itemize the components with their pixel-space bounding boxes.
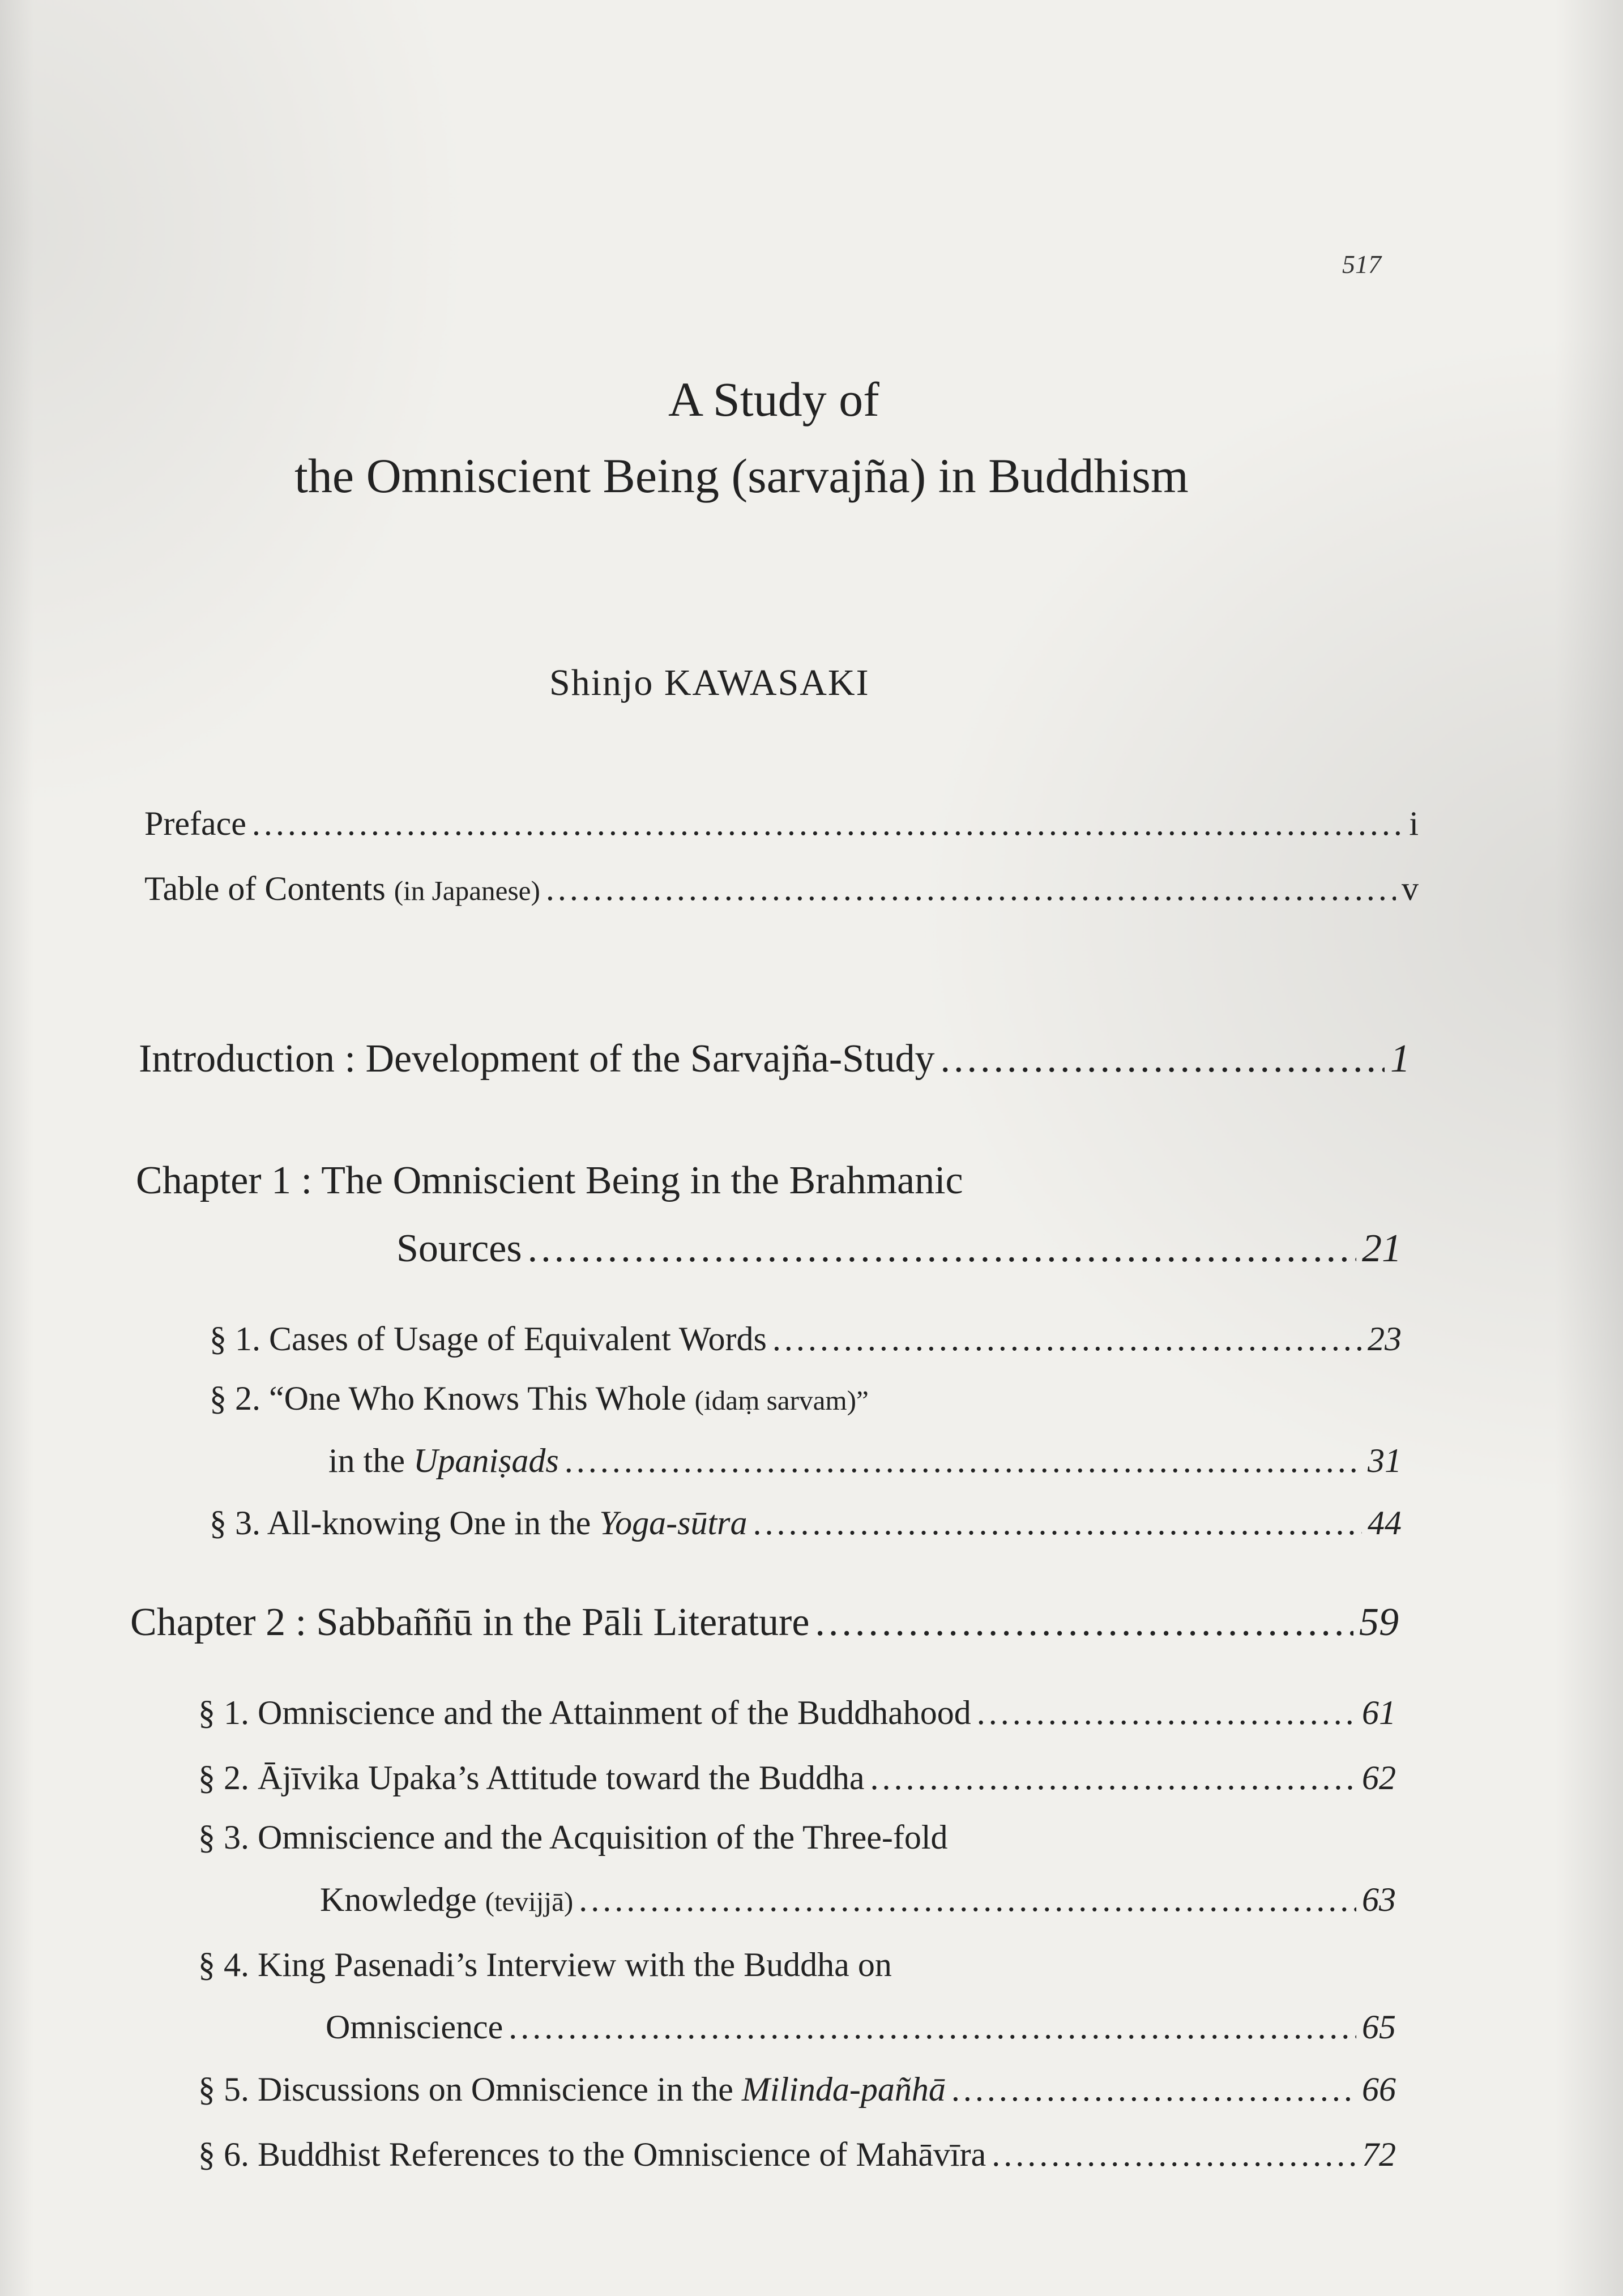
toc-entry-ch2-sec4 [326,2008,1396,2047]
toc-label-prefix: § 3. All-knowing One in the [210,1504,591,1542]
author: Shinjo KAWASAKI [549,662,870,703]
toc-label: Sources [396,1227,522,1270]
toc-page: 1 [1390,1037,1410,1081]
chapter-1-heading: Chapter 1 : The Omniscient Being in the Brahmanic [136,1159,963,1202]
toc-label-note: (idaṃ sarvam)” [694,1385,869,1416]
toc-label [144,869,540,908]
dot-leader [565,1441,1362,1480]
toc-label: Chapter 2 : Sabbaññū in the Pāli Literature [130,1601,810,1644]
toc-entry-ch2-sec2 [198,1759,1396,1798]
ch2-sec3-line1: § 3. Omniscience and the Acquisition of the Three-fold [198,1819,948,1856]
dot-leader [951,2070,1356,2109]
toc-label-note: (tevijjā) [485,1886,574,1917]
toc-label: Introduction : Development of the Sarvajña-Study [139,1037,935,1081]
toc-label-main: Table of Contents [144,870,386,907]
toc-label: Preface [144,805,246,842]
toc-page: 59 [1359,1601,1399,1644]
dot-leader [509,2008,1356,2047]
toc-page: 44 [1368,1504,1402,1542]
toc-entry-table-of-contents [144,869,1419,908]
ch2-sec4-line1: § 4. King Pasenadi’s Interview with the Buddha on [198,1946,892,1983]
toc-label: § 2. Ājīvika Upaka’s Attitude toward the Buddha [198,1759,865,1796]
toc-entry-ch1-sec2 [328,1441,1402,1480]
toc-label-prefix: § 5. Discussions on Omniscience in the [198,2071,733,2108]
scan-shadow-right [1555,0,1623,2296]
page-number: 517 [1342,250,1381,279]
toc-entry-introduction [139,1036,1410,1082]
toc-label-main: § 2. “One Who Knows This Whole [210,1380,686,1417]
dot-leader [753,1504,1363,1543]
toc-page: i [1409,805,1419,842]
dot-leader [772,1320,1362,1359]
toc-label-main: Knowledge [320,1881,477,1918]
toc-page: 61 [1362,1694,1396,1731]
toc-page: 66 [1362,2071,1396,2108]
toc-label-italic: Milinda-pañhā [741,2071,946,2108]
toc-entry-ch2-sec6 [198,2135,1396,2174]
toc-entry-preface [144,804,1419,843]
title-line-1: A Study of [668,372,879,426]
toc-label-italic: Yoga-sūtra [599,1504,748,1542]
toc-label-italic: Upaniṣads [413,1442,559,1479]
toc-entry-ch1-sec3 [210,1504,1402,1543]
dot-leader [546,869,1396,908]
dot-leader [528,1226,1356,1271]
toc-label [328,1441,559,1480]
toc-entry-chapter-2 [130,1600,1399,1645]
dot-leader [992,2135,1356,2174]
toc-label: Omniscience [326,2008,503,2046]
toc-label [320,1880,573,1919]
toc-label: § 6. Buddhist References to the Omniscience of Mahāvīra [198,2136,986,2173]
toc-page: v [1402,870,1419,907]
toc-page: 31 [1368,1442,1402,1479]
toc-page: 63 [1362,1881,1396,1918]
toc-page: 62 [1362,1759,1396,1796]
toc-entry-ch2-sec3 [320,1880,1396,1919]
toc-page: 23 [1368,1320,1402,1358]
toc-entry-chapter-1 [396,1226,1402,1271]
toc-label-note: (in Japanese) [394,875,540,906]
toc-entry-ch1-sec1 [210,1320,1402,1359]
toc-label: § 1. Omniscience and the Attainment of the Buddhahood [198,1694,971,1731]
dot-leader [579,1880,1356,1919]
toc-label: § 1. Cases of Usage of Equivalent Words [210,1320,767,1358]
dot-leader [870,1759,1356,1798]
toc-page: 72 [1362,2136,1396,2173]
toc-entry-ch2-sec1 [198,1693,1396,1732]
ch1-sec2-line1 [210,1379,869,1418]
toc-page: 21 [1362,1227,1402,1270]
toc-label [198,2070,946,2109]
title-line-2: the Omniscient Being (sarvajña) in Buddhism [294,449,1189,503]
scan-shadow-left [0,0,34,2296]
dot-leader [977,1693,1356,1732]
toc-page: 65 [1362,2008,1396,2046]
dot-leader [941,1036,1385,1082]
dot-leader [815,1600,1353,1645]
toc-label-prefix: in the [328,1442,405,1479]
toc-entry-ch2-sec5 [198,2070,1396,2109]
toc-label [210,1504,748,1543]
dot-leader [252,804,1403,843]
